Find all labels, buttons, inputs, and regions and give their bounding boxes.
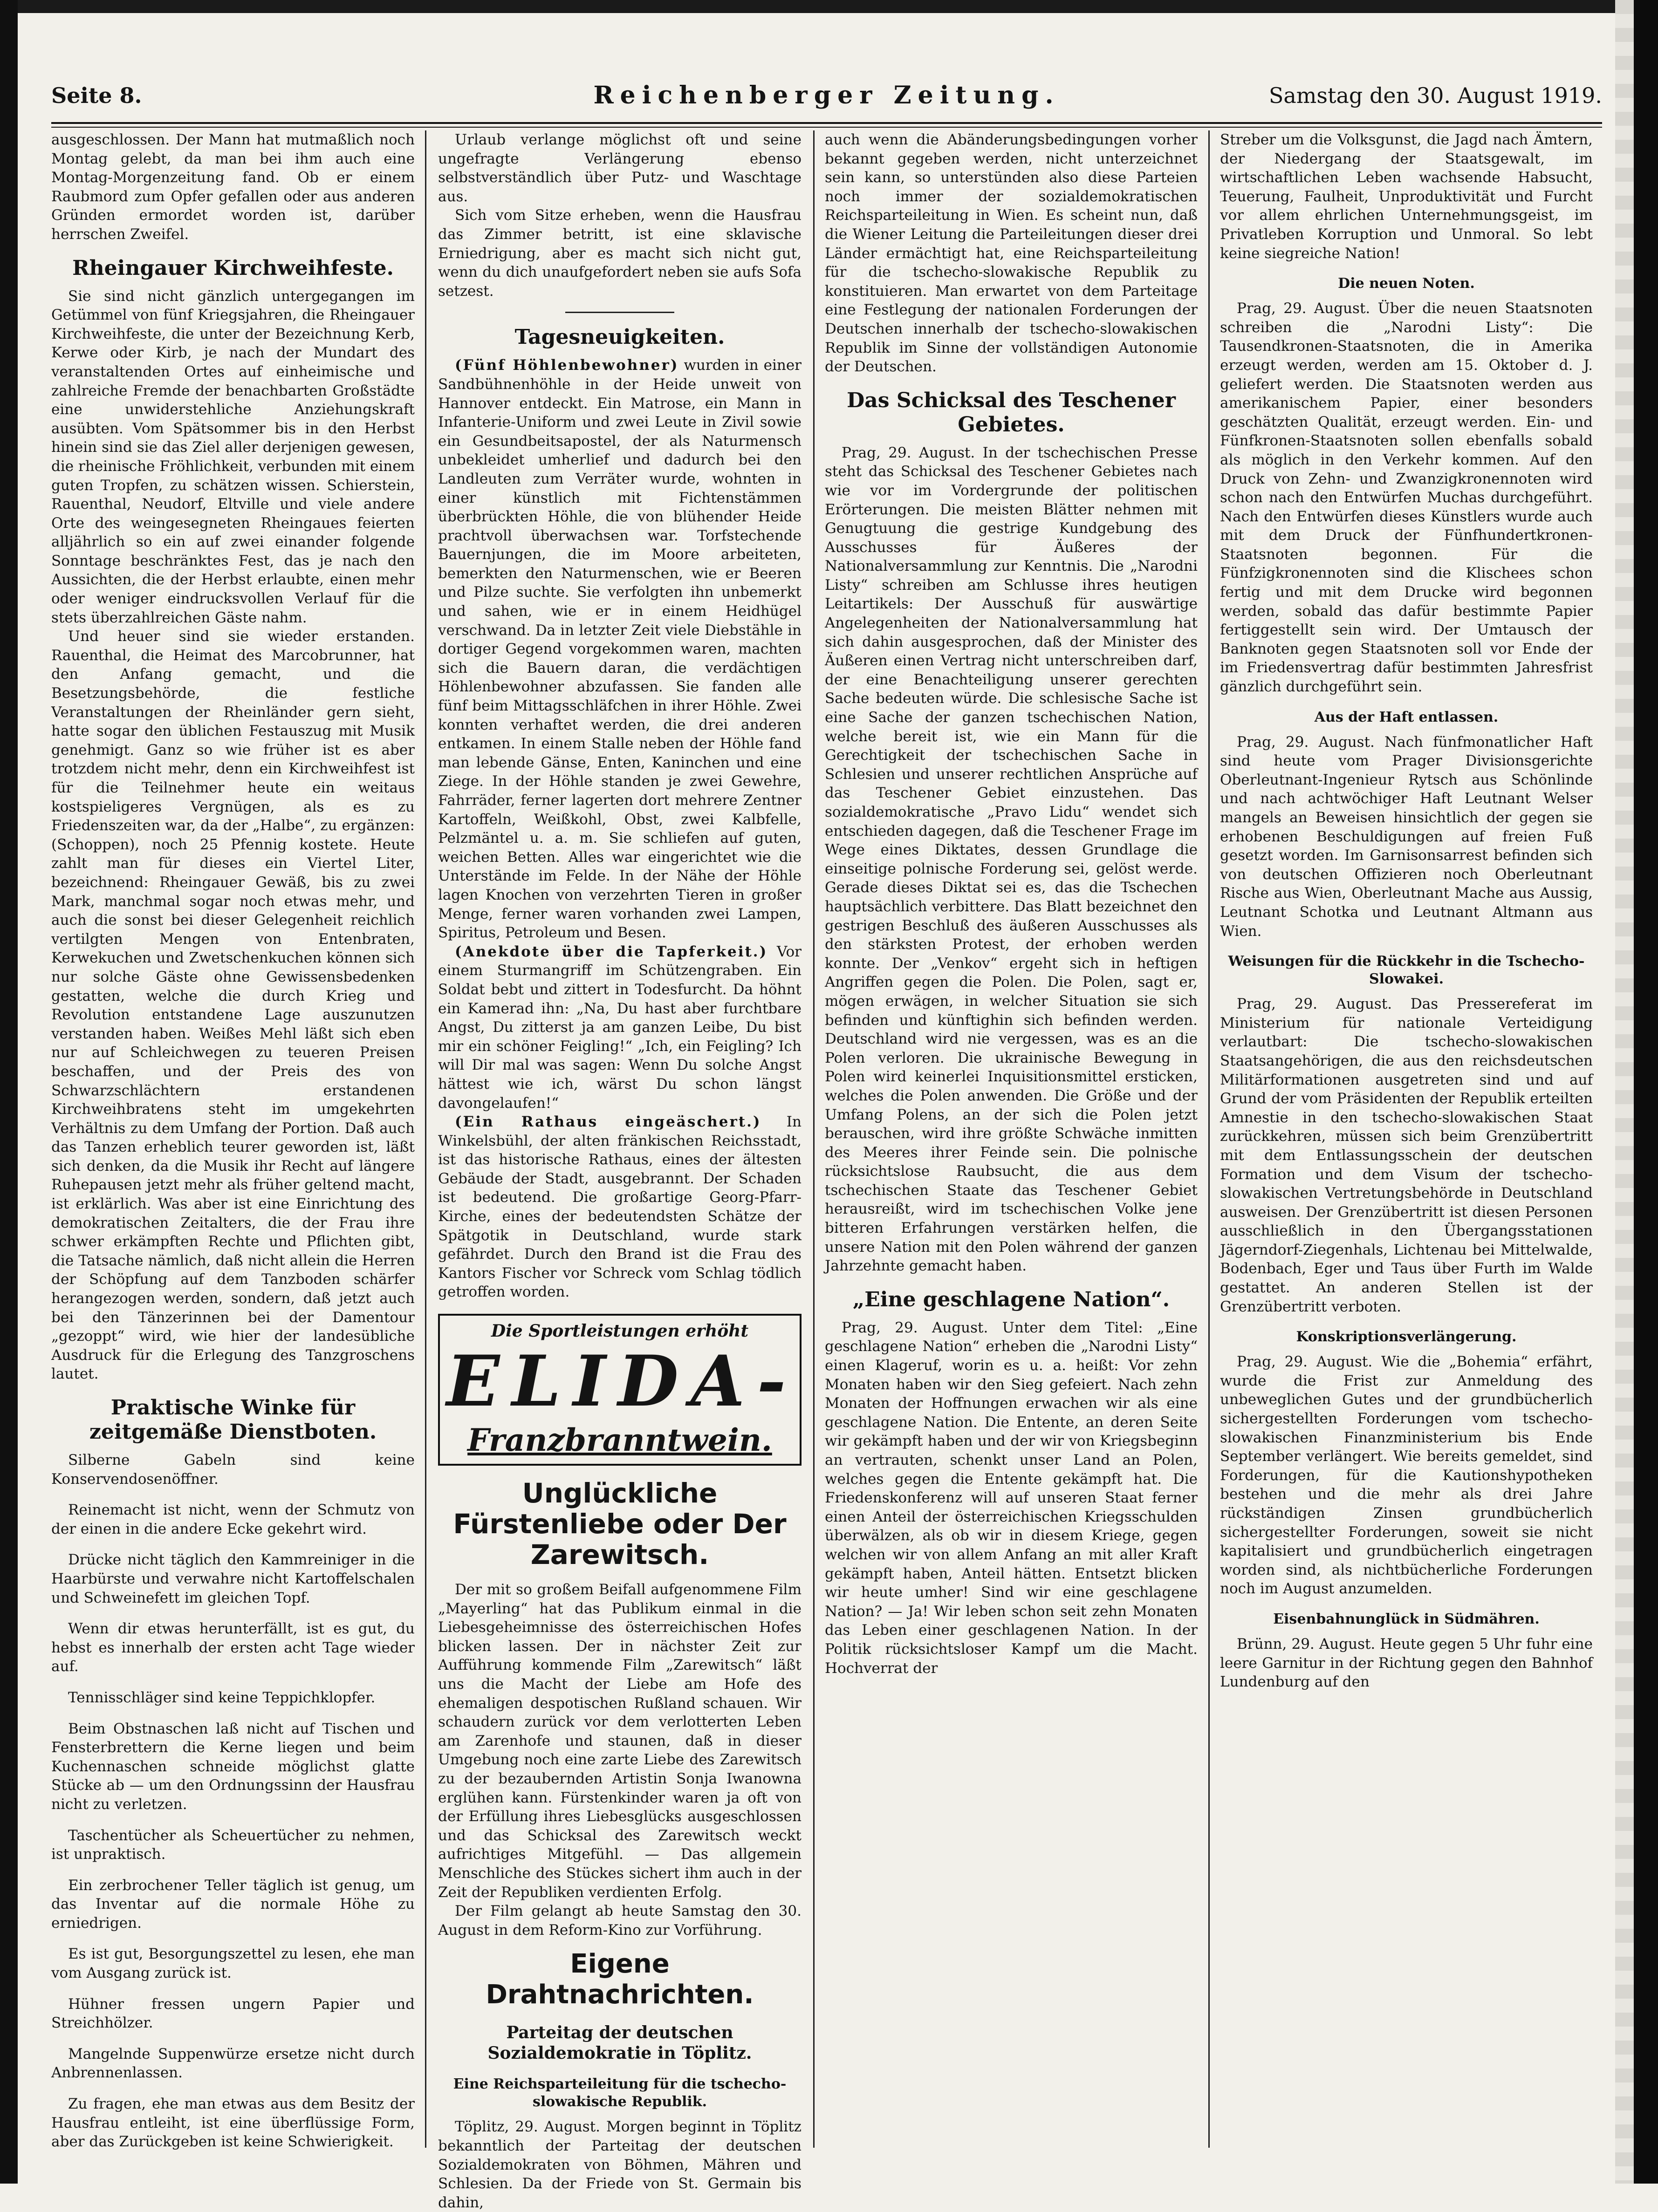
advertisement-elida <box>438 1314 802 1466</box>
article-text: Brünn, 29. August. Heute gegen 5 Uhr fuhr eine leere Garnitur in der Richtung gegen den Bahnhof Lundenburg auf den <box>1220 1635 1593 1691</box>
news-lead: (Fünf Höhlenbewohner) <box>455 357 679 374</box>
article-text: Sich vom Sitze erheben, wenn die Hausfrau das Zimmer betritt, ist eine sklavische Erniedrigung, aber es macht sich nicht gut, wenn du dich unaufgefordert neben sie aufs Sofa setzest. <box>438 207 802 300</box>
headline-parteitag: Parteitag der deutschen Sozialdemokratie in Töplitz. <box>487 2023 752 2063</box>
scan-top-edge <box>0 0 1658 13</box>
list-item: Taschentücher als Scheuertücher zu nehmen, ist unpraktisch. <box>51 1827 415 1863</box>
list-item: Wenn dir etwas herunterfällt, ist es gut, du hebst es innerhalb der ersten acht Tage wieder auf. <box>51 1620 415 1675</box>
scan-left-edge <box>0 0 18 2184</box>
article-text: Vor einem Sturmangriff im Schützengraben. Ein Soldat bebt und zittert in Todesfurcht. Da höhnt ein Kamerad ihn: „Na, Du hast aber furchtbare Angst, Du zitterst ja am ganzen Leibe, Du bist mir ein schöner Feigling!“ „Ich, ein Feigling? Ich will Dir mal was sagen: Wenn Du solche Angst hättest wie ich, wärst Du schon längst davongelaufen!“ <box>438 943 802 1112</box>
article-text: Streber um die Volksgunst, die Jagd nach Ämtern, der Niedergang der Staatsgewalt, im wirtschaftlichen Leben wachsende Habsucht, Teuerung, Faulheit, Unproduktivität und Furcht vor allem ehrlichen Unternehmungsgeist, im Privatleben Korruption und Unmoral. So lebt keine siegreiche Nation! <box>1220 131 1593 262</box>
news-lead: (Ein Rathaus eingeäschert.) <box>455 1113 761 1131</box>
headline-kirchweih: Rheingauer Kirchweihfeste. <box>72 256 394 280</box>
scan-right-edge <box>1634 0 1658 2184</box>
headline-nation: „Eine geschlagene Nation“. <box>852 1287 1170 1311</box>
column-rule <box>813 130 815 2148</box>
article-text: wurden in einer Sandbühnenhöhle in der Heide unweit von Hannover entdeckt. Ein Matrose, ein Mann in Infanterie-Uniform und zwei Leute in Zivil sowie ein Gesundbeitsapostel, der als Naturmensch unbekleidet umherlief und dadurch bei den Landleuten zum Verräter wurde, wohnten in einer künstlich mit Fichtenstämmen überbrückten Höhle, die von blühender Heide prachtvoll überwachsen war. Torfstechende Bauernjungen, die im Moore arbeiteten, bemerkten den Naturmenschen, wie er Beeren und Pilze suchte. Sie verfolgten ihn unbemerkt und sahen, wie er in einem Heidhügel verschwand. Da in letzter Zeit viele Diebstähle in dortiger Gegend vorgekommen waren, machten sich die Bauern daran, die verdächtigen Höhlenbewohner abzufassen. Sie fanden alle fünf beim Mittagsschläfchen in ihrer Höhle. Zwei konnten verhaftet werden, die drei anderen entkamen. In einem Stalle neben der Höhle fand man lebende Gänse, Enten, Kaninchen und eine Ziege. In der Höhle standen je zwei Gewehre, Fahrräder, ferner lagerten dort mehrere Zentner Kartoffeln, Weißkohl, Obst, zwei Kalbfelle, Pelzmäntel u. a. m. Sie schliefen auf guten, weichen Betten. Alles war eingerichtet wie die Unterstände im Felde. In der Nähe der Höhle lagen Knochen von verzehrten Tieren in großer Menge, ferner waren vorhanden zwei Lampen, Spiritus, Petroleum und Besen. <box>438 357 802 942</box>
section-rule <box>565 312 674 313</box>
headline-film: Unglückliche Fürstenliebe oder Der Zarewitsch. <box>453 1477 787 1571</box>
list-item: Hühner fressen ungern Papier und Streichhölzer. <box>51 1995 415 2032</box>
headline-haft: Aus der Haft entlassen. <box>1314 709 1499 725</box>
list-item: Silberne Gabeln sind keine Konservendosenöffner. <box>51 1452 415 1488</box>
column-3 <box>825 130 1198 2148</box>
news-lead: (Anekdote über die Tapferkeit.) <box>455 943 768 960</box>
article-text: Der mit so großem Beifall aufgenommene Film „Mayerling“ hat das Publikum einmal in die Liebesgeheimnisse des österreichischen Hofes blicken lassen. Der in nächster Zeit zur Aufführung kommende Film „Zarewitsch“ läßt uns die Macht der Liebe am Hofe des ehemaligen despotischen Rußland schauen. Wir schaudern zurück vor dem verlotterten Leben am Zarenhofe und staunen, daß in dieser Umgebung noch eine zarte Liebe des Zarewitsch zu der bezaubernden Artistin Sonja Iwanowna erglühen kann. Fürstenkinder waren ja oft von der Erfüllung ihres Liebesglücks ausgeschlossen und das Schicksal des Zarewitsch weckt aufrichtiges Mitgefühl. — Das allgemein Menschliche des Stückes sichert ihm auch in der Zeit der Republiken verdienten Erfolg. <box>438 1581 802 1901</box>
ad-product: Franzbranntwein. <box>467 1422 772 1459</box>
page-header <box>51 79 1602 116</box>
headline-eisenbahn: Eisenbahnunglück in Südmähren. <box>1273 1611 1540 1627</box>
ad-brand: ELIDA- <box>446 1340 798 1423</box>
article-text: Prag, 29. August. Das Pressereferat im Ministerium für nationale Verteidigung verlautbart: Die tschecho-slowakischen Staatsangehörigen, die aus den reichsdeutschen Militärformationen ausgetreten sind und auf Grund der vom Präsidenten der Republik erteilten Amnestie in den tschecho-slowakischen Staat zurückkehren, müssen sich beim Grenzübertritt mit dem Entlassungsschein der deutschen Formation und dem Visum der tschecho-slowakischen Vertretungsbehörde in Deutschland ausweisen. Der Grenzübertritt ist diesen Personen ausschließlich in den Übergangsstationen Jägerndorf-Ziegenhals, Lichtenau bei Mittelwalde, Bodenbach, Eger und Taus über Furth im Walde gestattet. An anderen Stellen ist der Grenzübertritt verboten. <box>1220 996 1593 1315</box>
headline-noten: Die neuen Noten. <box>1338 275 1475 292</box>
column-2 <box>438 130 802 2211</box>
list-item: Reinemacht ist nicht, wenn der Schmutz von der einen in die andere Ecke gekehrt wird. <box>51 1502 415 1537</box>
article-text: ausgeschlossen. Der Mann hat mutmaßlich noch Montag gelebt, da man bei ihm auch eine Montag-Morgenzeitung fand. Ob er einem Raubmord zum Opfer gefallen oder aus anderen Gründen ermordet worden ist, darüber herrschen Zweifel. <box>51 131 415 243</box>
headline-tagesneuigkeiten: Tagesneuigkeiten. <box>514 325 725 349</box>
ad-tagline: Die Sportleistungen erhöht <box>491 1321 749 1341</box>
article-text: Prag, 29. August. Nach fünfmonatlicher Haft sind heute vom Prager Divisionsgerichte Oberleutnant-Ingenieur Rytsch aus Schönlinde und nach achtwöchiger Haft Leutnant Welser mangels an Beweisen hinsichtlich der gegen sie erhobenen Beschuldigungen auf freien Fuß gesetzt worden. Im Garnisonsarrest befinden sich von deutschen Offizieren noch Oberleutnant Rische aus Wien, Oberleutnant Mache aus Aussig, Leutnant Schotka und Leutnant Altmann aus Wien. <box>1220 733 1593 940</box>
article-text: Töplitz, 29. August. Morgen beginnt in Töplitz bekanntlich der Parteitag der deutschen Sozialdemokraten von Böhmen, Mähren und Schlesien. Da der Friede von St. Germain bis dahin, <box>438 2118 802 2211</box>
list-item: Beim Obstnaschen laß nicht auf Tischen und Fensterbrettern die Kerne liegen und beim Kuchennaschen schneide möglichst glatte Stücke ab — um den Ordnungssinn der Hausfrau nicht zu verletzen. <box>51 1720 415 1813</box>
headline-drahtnachrichten: Eigene Drahtnachrichten. <box>486 1949 754 2010</box>
newspaper-title: Reichenberger Zeitung. <box>593 81 1060 109</box>
article-text: Der Film gelangt ab heute Samstag den 30. August in dem Reform-Kino zur Vorführung. <box>438 1903 802 1939</box>
article-text: auch wenn die Abänderungsbedingungen vorher bekannt gegeben werden, nicht unterzeichnet sein kann, so unterstünden also diese Parteien noch immer der sozialdemokratischen Reichsparteileitung in Wien. Es scheint nun, daß die Wiener Leitung die Parteileitungen dieser drei Länder ermächtigt hat, eine Reichsparteileitung für die tschecho-slowakische Republik zu konstituieren. Man erwartet von dem Parteitage eine Festlegung der nationalen Forderungen der Deutschen innerhalb der tschecho-slowakischen Republik im Sinne der vollständigen Autonomie der Deutschen. <box>825 131 1198 375</box>
article-text: Prag, 29. August. Über die neuen Staatsnoten schreiben die „Narodni Listy“: Die Tausendkronen-Staatsnoten, die in Amerika erzeugt werden, werden am 15. Oktober d. J. geliefert werden. Die Staatsnoten werden aus amerikanischem Papier, einer besonders geschätzten Qualität, erzeugt werden. Ein- und Fünfkronen-Staatsnoten sollen ebenfalls sobald als möglich in den Verkehr kommen. Auf den Druck von Zehn- und Zwanzigkronennoten wird schon nach den Entwürfen Muchas durchgeführt. Nach den Entwürfen dieses Künstlers wurde auch mit dem Druck der Fünfhundertkronen-Staatsnoten begonnen. Für die Fünfzigkronennoten sind die Klischees schon fertig und mit dem Drucke wird begonnen werden, sobald das dafür bestimmte Papier fertiggestellt sein wird. Der Umtausch der Banknoten gegen Staatsnoten soll vor Ende der im Friedensvertrag dafür bestimmten Jahresfrist gänzlich durchgeführt sein. <box>1220 300 1593 696</box>
column-rule <box>1208 130 1210 2148</box>
column-4 <box>1220 130 1593 2148</box>
issue-date: Samstag den 30. August 1919. <box>1268 83 1602 108</box>
column-1 <box>51 130 415 2151</box>
subheadline-reichspartei: Eine Reichsparteileitung für die tschecho-slowakische Republik. <box>453 2076 787 2110</box>
header-rule <box>51 122 1602 128</box>
article-text: Und heuer sind sie wieder erstanden. Rauenthal, die Heimat des Marcobrunner, hat den Anfang gemacht, und die Besetzungsbehörde, die festliche Veranstaltungen der Rheinländer gern sieht, hatte sogar den üblichen Festauszug mit Musik genehmigt. Ganz so wie früher ist es aber trotzdem nicht mehr, denn ein Kirchweihfest ist für die Teilnehmer heute ein weitaus kostspieligeres Vergnügen, als es zu Friedenszeiten war, da der „Halbe“, zu ergänzen: (Schoppen), noch 25 Pfennig kostete. Heute zahlt man für dieses ein Viertel Liter, bezeichnend: Rheingauer Gewäß, bis zu zwei Mark, manchmal sogar noch etwas mehr, und auch die sonst bei dieser Gelegenheit reichlich vertilgten Mengen von Entenbraten, Kerwekuchen und Zwetschenkuchen können sich nur solche Gäste ohne Gewissensbedenken gestatten, welche die durch Krieg und Revolution entstandene Lage auszunutzen verstanden haben. Weißes Mehl läßt sich eben nur auf Schleichwegen zu teueren Preisen beschaffen, und der Preis des von Schwarzschlächtern erstandenen Kirchweihbratens steht im umgekehrten Verhältnis zu dem Umfang der Portion. Daß auch das Tanzen erheblich teurer geworden ist, läßt sich denken, da die Musik ihr Recht auf längere Ruhepausen jetzt mehr als früher geltend macht, ist erklärlich. Was aber ist eine Einrichtung des demokratischen Zeitalters, die der Frau ihre schwer erkämpften Rechte und Pflichten gibt, die Tatsache nämlich, daß nicht allein die Herren der Schöpfung auf dem Tanzboden schärfer herangezogen werden, sondern, daß jetzt auch bei den Tänzerinnen bei der Damentour „gezoppt“ wird, wie hier der landesübliche Ausdruck für die Erlegung des Tanzgroschens lautet. <box>51 628 415 1383</box>
article-text: Urlaub verlange möglichst oft und seine ungefragte Verlängerung ebenso selbstverständlich über Putz- und Waschtage aus. <box>438 131 802 205</box>
list-item: Drücke nicht täglich den Kammreiniger in die Haarbürste und verwahre nicht Kartoffelschalen und Schweinefett im gleichen Topf. <box>51 1551 415 1606</box>
list-item: Ein zerbrochener Teller täglich ist genug, um das Inventar auf die normale Höhe zu erniedrigen. <box>51 1877 415 1932</box>
headline-teschen: Das Schicksal des Teschener Gebietes. <box>847 388 1176 437</box>
list-item: Es ist gut, Besorgungszettel zu lesen, ehe man vom Ausgang zurück ist. <box>51 1946 415 1982</box>
list-item: Tennisschläger sind keine Teppichklopfer. <box>68 1689 376 1706</box>
list-item: Mangelnde Suppenwürze ersetze nicht durch Anbrennenlassen. <box>51 2045 415 2082</box>
article-text: Prag, 29. August. Unter dem Titel: „Eine geschlagene Nation“ erheben die „Narodni Listy“ einen Klageruf, worin es u. a. heißt: Vor zehn Monaten haben wir den Sieg gefeiert. Nach zehn Monaten der Hoffnungen erwachen wir als eine geschlagene Nation. Die Entente, an deren Seite wir gekämpft haben und der wir von Kriegsbeginn an vertrauten, schenkt unser Land an Polen, welches gegen die Entente gekämpft hat. Die Friedenskonferenz will auf unseren Staat ferner einen Anteil der österreichischen Kriegsschulden überwälzen, als ob wir in diesem Kriege, gegen welchen wir von allem Anfang an mit aller Kraft gekämpft haben, Anteil hätten. Entsetzt blicken wir heute umher! Sind wir eine geschlagene Nation? — Ja! Wir leben schon seit zehn Monaten das Leben einer geschlagenen Nation. In der Politik rücksichtsloser Kampf um die Macht. Hochverrat der <box>825 1319 1198 1677</box>
article-text: Prag, 29. August. Wie die „Bohemia“ erfährt, wurde die Frist zur Anmeldung des unbeweglichen Gutes und der grundbücherlich sichergestellten Forderungen vom tschecho-slowakischen Finanzministerium bis Ende September verlängert. Wie bereits gemeldet, sind Forderungen, für die Kautionshypotheken bestehen und die mehr als drei Jahre rückständigen Zinsen grundbücherlich sichergestellter Forderungen, soweit sie nicht kapitalisiert und grundbücherlich eingetragen worden sind, als nichtbücherliche Forderungen noch im August anzumelden. <box>1220 1353 1593 1598</box>
list-item: Zu fragen, ehe man etwas aus dem Besitz der Hausfrau entleiht, ist eine überflüssige Form, aber das Zurückgeben ist keine Schwierigkeit. <box>51 2096 415 2151</box>
article-text: Prag, 29. August. In der tschechischen Presse steht das Schicksal des Teschener Gebietes nach wie vor im Vordergrunde der politischen Erörterungen. Die meisten Blätter nehmen mit Genugtuung die gestrige Kundgebung des Ausschusses für Äußeres der Nationalversammlung zur Kenntnis. Die „Narodni Listy“ schreiben am Schlusse ihres heutigen Leitartikels: Der Ausschuß für auswärtige Angelegenheiten der Nationalversammlung hat sich dahin ausgesprochen, daß der Minister des Äußeren einen Vertrag nicht unterschreiben darf, der eine Benachteiligung unserer gerechten Sache bedeuten würde. Die schlesische Sache ist eine Sache der ganzen tschechischen Nation, welche bereit ist, wie ein Mann für die Gerechtigkeit der tschechischen Sache in Schlesien und unserer rechtlichen Ansprüche auf das Teschener Gebiet einzustehen. Das sozialdemokratische „Pravo Lidu“ wendet sich entschieden dagegen, daß die Teschener Frage im Wege eines Diktates, dessen Grundlage die einseitige polnische Forderung sei, gelöst werde. Gerade dieses Diktat sei es, das die Tschechen hauptsächlich verbittere. Das Blatt bezeichnet den gestrigen Beschluß des äußeren Ausschusses als den stärksten Protest, der erhoben werden konnte. Der „Venkov“ ergeht sich in heftigen Angriffen gegen die Polen. Die Polen, sagt er, mögen erwägen, in welcher Situation sie sich befinden und künftighin sich befinden werden. Deutschland wird nie vergessen, was es an die Polen verloren. Die ukrainische Bewegung in Polen wird keinerlei Inquisitionsmittel ersticken, welches die Polen anwenden. Die Größe und der Umfang Polens, an der sich die Polen jetzt berauschen, wird ihre größte Schwäche inmitten des Meeres ihrer Feinde sein. Die polnische rücksichtslose Raubsucht, die aus dem tschechischen Staate das Teschener Gebiet herausreißt, wird im tschechischen Volke jene bitteren Erfahrungen verstärken helfen, die unsere Nation mit den Polen während der ganzen Jahrzehnte gemacht haben. <box>825 444 1198 1275</box>
headline-winke: Praktische Winke für zeitgemäße Dienstboten. <box>89 1396 377 1444</box>
headline-weisungen: Weisungen für die Rückkehr in die Tschecho-Slowakei. <box>1228 953 1585 988</box>
scan-binding-strip <box>1615 0 1634 2184</box>
headline-konskription: Konskriptionsverlängerung. <box>1296 1329 1517 1345</box>
article-text: Sie sind nicht gänzlich untergegangen im Getümmel von fünf Kriegsjahren, die Rheingauer Kirchweihfeste, die unter der Bezeichnung Kerb, Kerwe oder Kirb, je nach der Mundart des veranstaltenden Ortes auf einheimische und zahlreiche Fremde der benachbarten Großstädte eine unwiderstehliche Anziehungskraft ausübten. Vom Spätsommer bis in den Herbst hinein sind sie das Ziel aller derjenigen gewesen, die rheinische Fröhlichkeit, verbunden mit einem guten Tropfen, zu schätzen wissen. Schierstein, Rauenthal, Neudorf, Eltville und viele andere Orte des weingesegneten Rheingaues feierten alljährlich so ein auf zwei einander folgende Sonntage beschränktes Fest, das je nach den Aussichten, die der Herbst erlaubte, einen mehr oder weniger eindrucksvollen Verlauf für die stets überzahlreichen Gäste nahm. <box>51 287 415 626</box>
article-text: In Winkelsbühl, der alten fränkischen Reichsstadt, ist das historische Rathaus, eines der ältesten Gebäude der Stadt, ausgebrannt. Der Schaden ist bedeutend. Die großartige Georg-Pfarr-Kirche, eines der bedeutendsten Schätze der Spätgotik in Deutschland, wurde stark gefährdet. Durch den Brand ist die Frau des Kantors Fischer vor Schreck vom Schlag tödlich getroffen worden. <box>438 1113 802 1301</box>
column-rule <box>425 130 426 2148</box>
page-number: Seite 8. <box>51 83 142 108</box>
